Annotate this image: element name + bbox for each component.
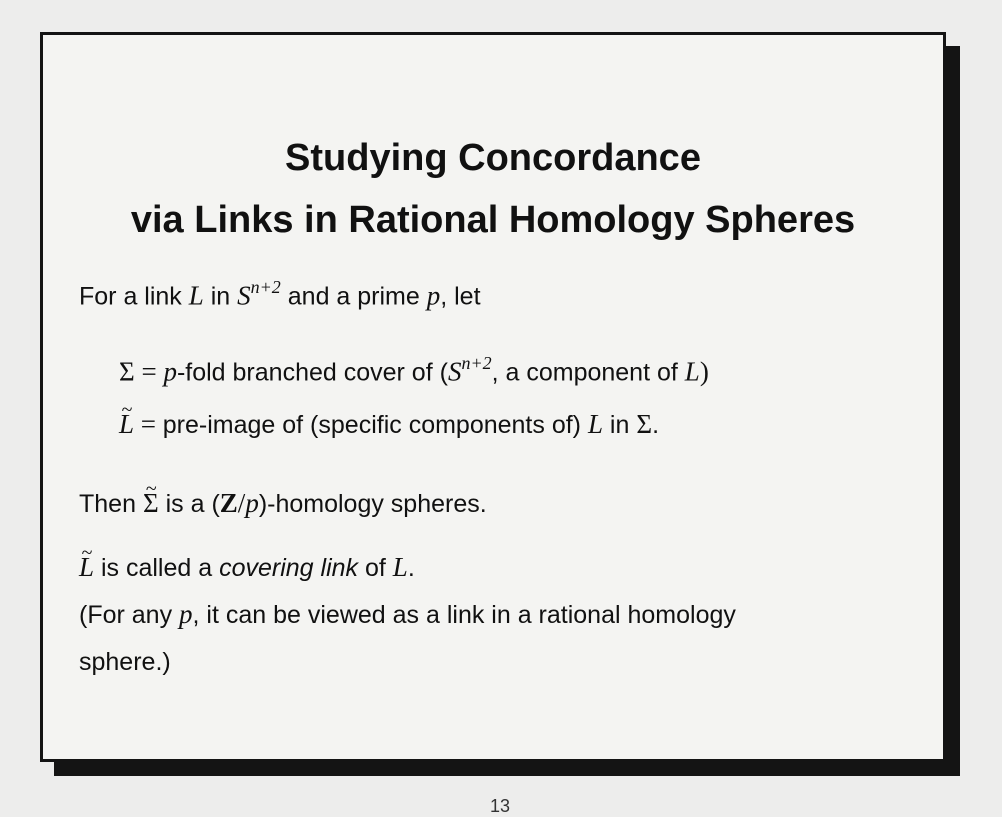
note-line-1: (For any p, it can be viewed as a link in a rational homology bbox=[79, 599, 736, 629]
l-tilde-symbol: ~ L bbox=[79, 550, 94, 584]
equation-sigma: Σ = p-fold branched cover of ($S^{n+2}$, a component of L) bbox=[119, 353, 709, 387]
then-statement: Then ~ Σ is a (Z/p)-homology spheres. bbox=[79, 486, 487, 521]
note-line-2: sphere.) bbox=[79, 648, 171, 676]
slide-title bbox=[43, 127, 943, 251]
title-line-2: via Links in Rational Homology Spheres bbox=[130, 199, 856, 241]
covering-link-term: covering link bbox=[219, 554, 359, 582]
sigma-tilde-symbol: ~ Σ bbox=[143, 486, 159, 520]
intro-line: For a link L in $S^{n+2}$ and a prime p, let bbox=[79, 277, 481, 311]
slide-frame bbox=[40, 32, 946, 762]
equation-l-tilde: ~ L = pre-image of (specific components of) L in Σ. bbox=[119, 407, 659, 442]
page-number: 13 bbox=[490, 796, 511, 816]
l-tilde-symbol: ~ L bbox=[119, 407, 134, 441]
covering-link-definition: ~ L is called a covering link of L. bbox=[79, 550, 415, 585]
title-line-1: Studying Concordance bbox=[285, 137, 701, 179]
